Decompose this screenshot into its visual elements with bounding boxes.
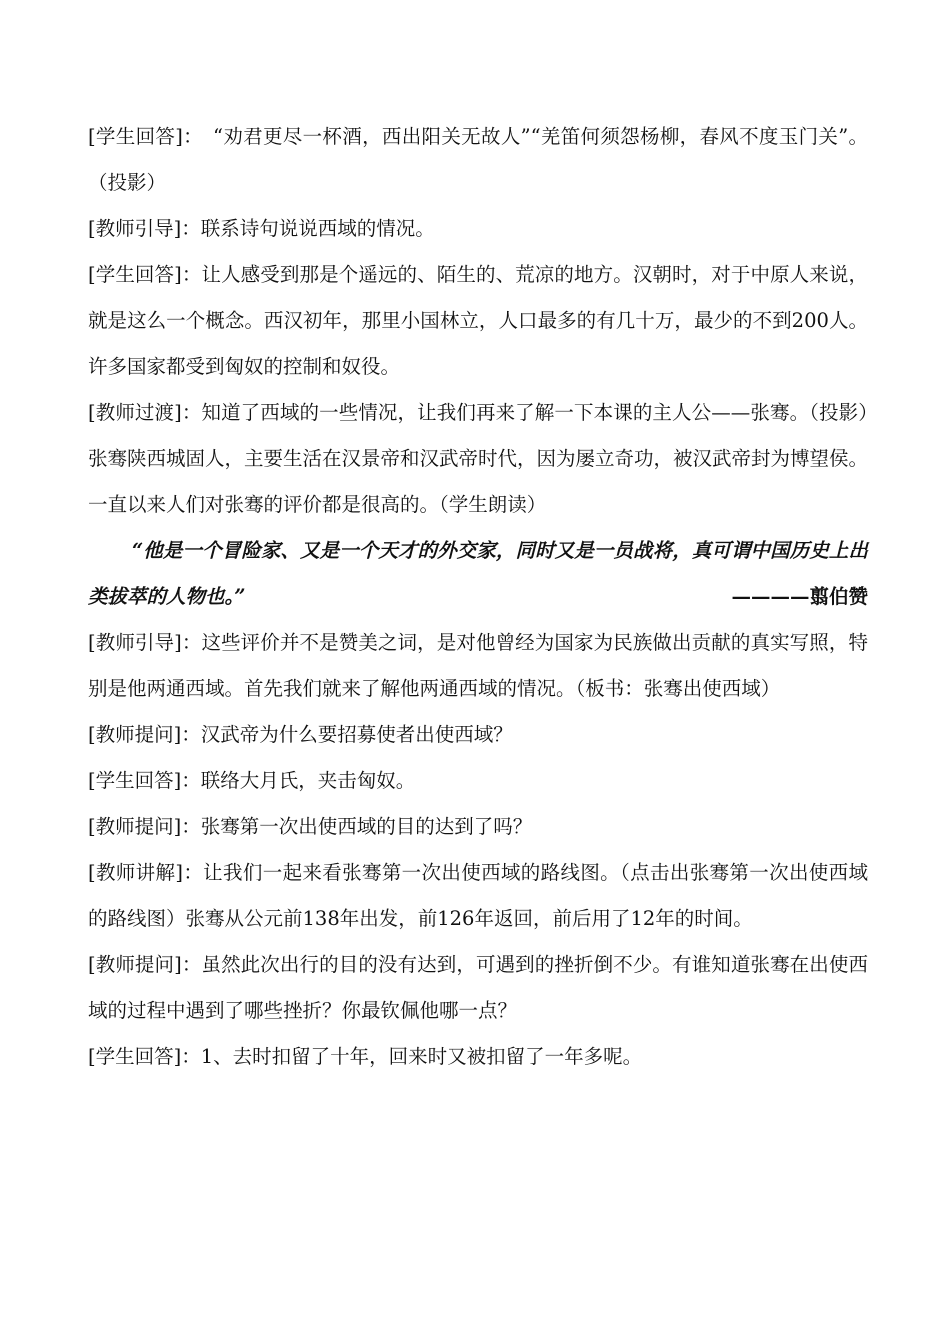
quote-text: “他是一个冒险家、又是一个天才的外交家，同时又是一员战将，真可谓中国历史上出类拔萃的人物也。” [88,539,868,608]
paragraph-teacher-question-1: [教师提问]：汉武帝为什么要招募使者出使西域？ [88,723,513,746]
paragraph-teacher-question-3: [教师提问]：虽然此次出行的目的没有达到，可遇到的挫折倒不少。有谁知道张骞在出使西域的过程中遇到了哪些挫折？你最钦佩他哪一点？ [88,953,868,1022]
paragraph-teacher-question-2: [教师提问]：张骞第一次出使西域的目的达到了吗？ [88,815,533,838]
paragraph-student-answer-western-regions: [学生回答]：让人感受到那是个遥远的、陌生的、荒凉的地方。汉朝时，对于中原人来说，就是这么一个概念。西汉初年，那里小国林立，人口最多的有几十万，最少的不到200人。许多国家都受到匈奴的控制和奴役。 [88,263,868,378]
paragraph-teacher-guide-1: [教师引导]：联系诗句说说西域的情况。 [88,217,435,240]
document-body [88,114,868,1080]
paragraph-student-answer-2: [学生回答]：联络大月氏，夹击匈奴。 [88,769,416,792]
paragraph-student-answer-poem: [学生回答]： “劝君更尽一杯酒，西出阳关无故人”“羌笛何须怨杨柳，春风不度玉门关”。（投影） [88,125,868,194]
paragraph-teacher-explain: [教师讲解]：让我们一起来看张骞第一次出使西域的路线图。（点击出张骞第一次出使西域的路线图）张骞从公元前138年出发，前126年返回，前后用了12年的时间。 [88,861,868,930]
paragraph-student-answer-3: [学生回答]：1、去时扣留了十年，回来时又被扣留了一年多呢。 [88,1045,643,1068]
paragraph-teacher-transition: [教师过渡]：知道了西域的一些情况，让我们再来了解一下本课的主人公——张骞。（投影）张骞陕西城固人，主要生活在汉景帝和汉武帝时代，因为屡立奇功，被汉武帝封为博望侯。一直以来人们对张骞的评价都是很高的。（学生朗读） [88,401,869,516]
quote-block [88,528,868,620]
quote-source: ————翦伯赞 [731,585,868,608]
paragraph-teacher-guide-2: [教师引导]：这些评价并不是赞美之词，是对他曾经为国家为民族做出贡献的真实写照，特别是他两通西域。首先我们就来了解他两通西域的情况。（板书：张骞出使西域） [88,631,868,700]
